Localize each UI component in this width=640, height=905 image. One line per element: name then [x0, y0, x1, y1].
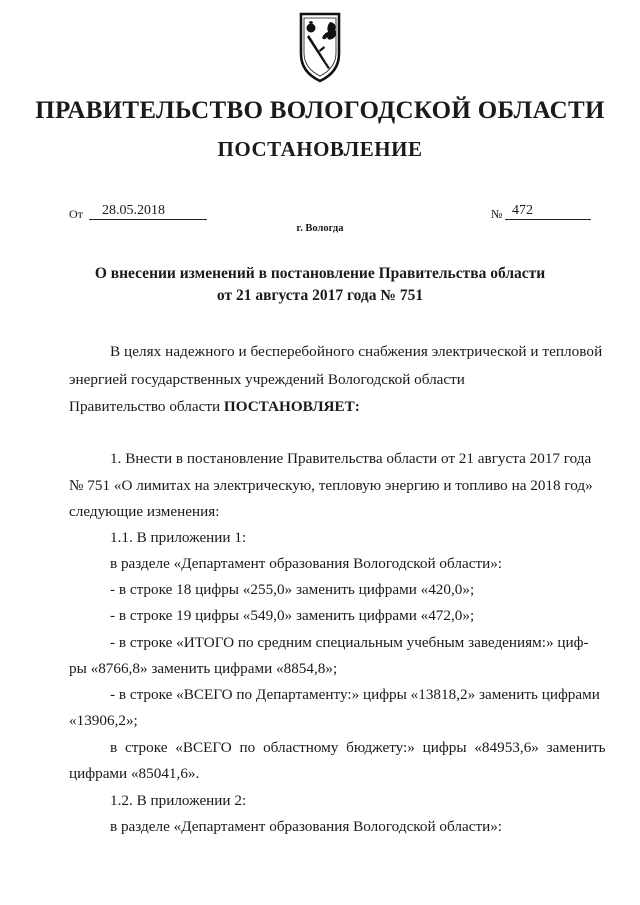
document-number: 472	[512, 203, 533, 218]
clause-1-1-item-4-line-2: «13906,2»;	[69, 712, 138, 729]
subject-line-1: О внесении изменений в постановление Правительства области	[94, 265, 546, 282]
clause-1-1-item-3-line-2: ры «8766,8» заменить цифрами «8854,8»;	[69, 660, 338, 677]
date-underline	[89, 219, 207, 220]
preamble-line-2: энергией государственных учреждений Вологодской области	[69, 371, 465, 388]
clause-1-2-section: в разделе «Департамент образования Вологодской области»:	[110, 818, 503, 835]
clause-1-line-1: 1. Внести в постановление Правительства области от 21 августа 2017 года	[110, 450, 592, 467]
clause-1-1-item-2: - в строке 19 цифры «549,0» заменить цифрами «472,0»;	[110, 607, 475, 624]
clause-1-2-heading: 1.2. В приложении 2:	[110, 792, 247, 809]
decree-lead: Правительство области	[69, 398, 224, 415]
government-title: ПРАВИТЕЛЬСТВО ВОЛОГОДСКОЙ ОБЛАСТИ	[35, 97, 605, 124]
clause-1-1-heading: 1.1. В приложении 1:	[110, 529, 247, 546]
clause-1-1-item-3-line-1: - в строке «ИТОГО по средним специальным учебным заведениям:» циф-	[110, 634, 589, 651]
number-underline	[505, 219, 591, 220]
document-type: ПОСТАНОВЛЕНИЕ	[217, 137, 423, 161]
date-label: От	[69, 207, 83, 221]
clause-1-line-2: № 751 «О лимитах на электрическую, тепловую энергию и топливо на 2018 год»	[69, 477, 593, 494]
decree-line	[69, 399, 360, 414]
document-date: 28.05.2018	[102, 203, 165, 218]
decree-word: ПОСТАНОВЛЯЕТ:	[223, 398, 360, 415]
subject-line-2: от 21 августа 2017 года № 751	[216, 287, 424, 304]
clause-1-1-item-1: - в строке 18 цифры «255,0» заменить цифрами «420,0»;	[110, 581, 475, 598]
preamble-line-1: В целях надежного и бесперебойного снабжения электрической и тепловой	[110, 343, 603, 360]
clause-1-1-section: в разделе «Департамент образования Вологодской области»:	[110, 555, 503, 572]
clause-1-1-item-4-line-1: - в строке «ВСЕГО по Департаменту:» цифры «13818,2» заменить цифрами	[110, 686, 600, 703]
number-label: №	[491, 207, 503, 221]
coat-of-arms-emblem	[297, 10, 343, 84]
clause-1-1-item-5-line-2: цифрами «85041,6».	[69, 765, 200, 782]
clause-1-line-3: следующие изменения:	[69, 503, 220, 520]
clause-1-1-item-5-line-1: в строке «ВСЕГО по областному бюджету:» цифры «84953,6» заменить	[110, 739, 606, 756]
city: г. Вологда	[296, 223, 344, 234]
